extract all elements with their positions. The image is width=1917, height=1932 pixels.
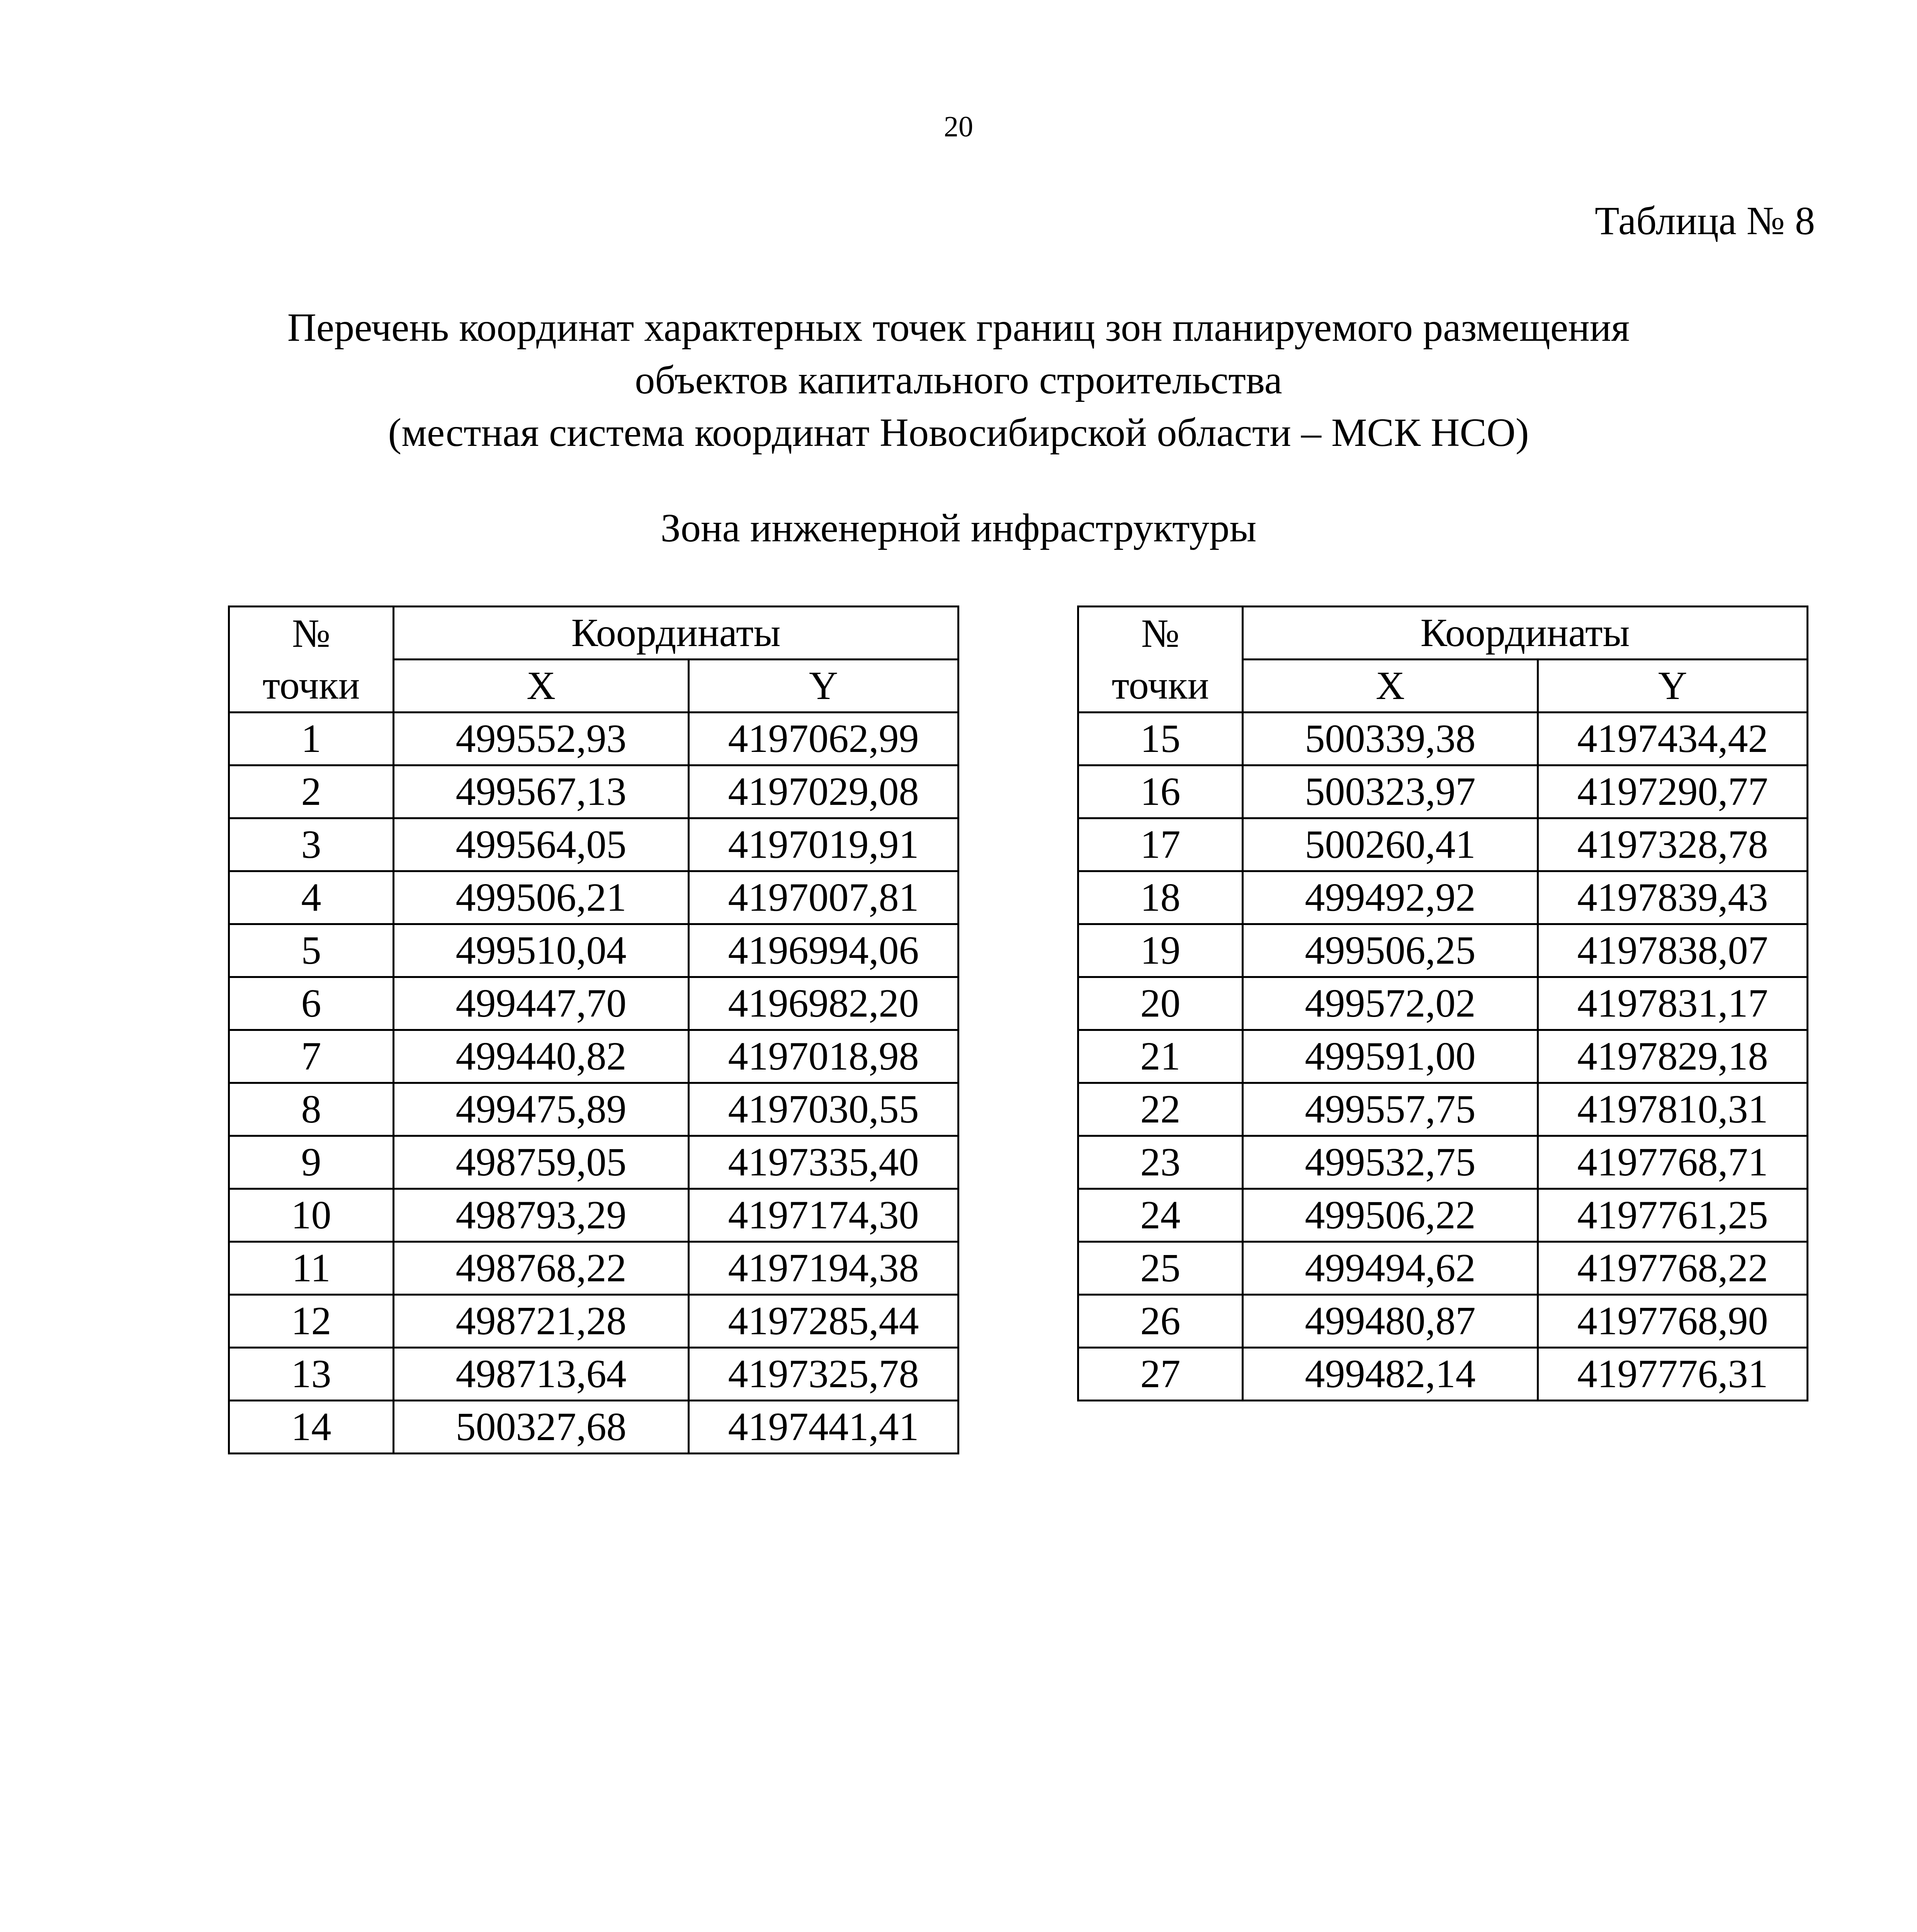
table-row xyxy=(1078,871,1808,924)
y-coordinate-cell: 4197761,25 xyxy=(1538,1189,1808,1242)
table-row xyxy=(229,977,958,1030)
point-number-cell: 9 xyxy=(229,1136,394,1189)
table-row xyxy=(1078,1030,1808,1083)
y-coordinate-cell: 4197768,90 xyxy=(1538,1295,1808,1348)
table-row xyxy=(229,713,958,765)
point-number-cell: 17 xyxy=(1078,818,1243,871)
x-coordinate-cell: 499510,04 xyxy=(394,924,689,977)
point-number-cell: 8 xyxy=(229,1083,394,1136)
coordinates-header: Координаты xyxy=(1243,607,1808,660)
y-coordinate-cell: 4197829,18 xyxy=(1538,1030,1808,1083)
y-header: Y xyxy=(1538,660,1808,713)
y-coordinate-cell: 4197768,22 xyxy=(1538,1242,1808,1295)
coordinates-table-left xyxy=(228,605,959,1454)
x-coordinate-cell: 499482,14 xyxy=(1243,1348,1538,1401)
point-number-cell: 27 xyxy=(1078,1348,1243,1401)
table-row xyxy=(1078,1295,1808,1348)
table-row xyxy=(229,1083,958,1136)
point-number-cell: 19 xyxy=(1078,924,1243,977)
table-row xyxy=(1078,818,1808,871)
zone-title: Зона инженерной инфраструктуры xyxy=(660,506,1257,550)
y-coordinate-cell: 4196982,20 xyxy=(689,977,958,1030)
point-number-cell: 20 xyxy=(1078,977,1243,1030)
table-row xyxy=(229,1348,958,1401)
table-row xyxy=(1078,924,1808,977)
point-number-cell: 12 xyxy=(229,1295,394,1348)
coordinates-header: Координаты xyxy=(394,607,958,660)
table-row xyxy=(1078,1083,1808,1136)
y-coordinate-cell: 4197328,78 xyxy=(1538,818,1808,871)
x-coordinate-cell: 499475,89 xyxy=(394,1083,689,1136)
y-coordinate-cell: 4197062,99 xyxy=(689,713,958,765)
number-sign: № xyxy=(292,611,331,656)
point-number-cell: 22 xyxy=(1078,1083,1243,1136)
point-number-cell: 13 xyxy=(229,1348,394,1401)
table-row xyxy=(229,1401,958,1454)
point-number-cell: 18 xyxy=(1078,871,1243,924)
point-label: точки xyxy=(1111,663,1209,707)
table-row xyxy=(229,1295,958,1348)
header-row xyxy=(1078,607,1808,660)
y-coordinate-cell: 4197194,38 xyxy=(689,1242,958,1295)
left-table-body xyxy=(229,713,958,1454)
table-row xyxy=(1078,1136,1808,1189)
x-coordinate-cell: 498768,22 xyxy=(394,1242,689,1295)
header-row xyxy=(229,607,958,660)
point-number-cell: 11 xyxy=(229,1242,394,1295)
table-label: Таблица № 8 xyxy=(1594,199,1815,243)
x-coordinate-cell: 498713,64 xyxy=(394,1348,689,1401)
x-coordinate-cell: 499557,75 xyxy=(1243,1083,1538,1136)
y-coordinate-cell: 4197335,40 xyxy=(689,1136,958,1189)
table-row xyxy=(229,1030,958,1083)
x-coordinate-cell: 500327,68 xyxy=(394,1401,689,1454)
x-coordinate-cell: 499506,25 xyxy=(1243,924,1538,977)
x-header: X xyxy=(394,660,689,713)
point-number-cell: 7 xyxy=(229,1030,394,1083)
y-coordinate-cell: 4197810,31 xyxy=(1538,1083,1808,1136)
x-coordinate-cell: 499447,70 xyxy=(394,977,689,1030)
table-row xyxy=(229,765,958,818)
y-coordinate-cell: 4197018,98 xyxy=(689,1030,958,1083)
y-coordinate-cell: 4197831,17 xyxy=(1538,977,1808,1030)
x-coordinate-cell: 499591,00 xyxy=(1243,1030,1538,1083)
x-coordinate-cell: 499532,75 xyxy=(1243,1136,1538,1189)
table-row xyxy=(229,1189,958,1242)
right-table-body xyxy=(1078,713,1808,1401)
table-row xyxy=(229,818,958,871)
title-line-1: Перечень координат характерных точек границ зон планируемого размещения xyxy=(287,305,1630,350)
y-coordinate-cell: 4197441,41 xyxy=(689,1401,958,1454)
page-number: 20 xyxy=(944,111,973,143)
document-title xyxy=(0,301,1917,459)
point-number-cell: 16 xyxy=(1078,765,1243,818)
point-number-cell: 15 xyxy=(1078,713,1243,765)
point-number-cell: 1 xyxy=(229,713,394,765)
table-row xyxy=(229,924,958,977)
table-row xyxy=(229,1242,958,1295)
y-coordinate-cell: 4197174,30 xyxy=(689,1189,958,1242)
title-line-3: (местная система координат Новосибирской области – МСК НСО) xyxy=(388,410,1529,455)
y-coordinate-cell: 4197290,77 xyxy=(1538,765,1808,818)
y-coordinate-cell: 4197007,81 xyxy=(689,871,958,924)
y-header: Y xyxy=(689,660,958,713)
point-number-header xyxy=(1078,607,1243,713)
table-row xyxy=(1078,977,1808,1030)
table-row xyxy=(1078,1348,1808,1401)
y-coordinate-cell: 4196994,06 xyxy=(689,924,958,977)
point-number-cell: 21 xyxy=(1078,1030,1243,1083)
x-coordinate-cell: 499506,21 xyxy=(394,871,689,924)
point-number-header xyxy=(229,607,394,713)
y-coordinate-cell: 4197776,31 xyxy=(1538,1348,1808,1401)
number-sign: № xyxy=(1141,611,1180,656)
table-row xyxy=(229,1136,958,1189)
table-row xyxy=(1078,1189,1808,1242)
x-coordinate-cell: 499567,13 xyxy=(394,765,689,818)
y-coordinate-cell: 4197434,42 xyxy=(1538,713,1808,765)
point-number-cell: 14 xyxy=(229,1401,394,1454)
x-coordinate-cell: 499492,92 xyxy=(1243,871,1538,924)
point-number-cell: 25 xyxy=(1078,1242,1243,1295)
y-coordinate-cell: 4197029,08 xyxy=(689,765,958,818)
x-coordinate-cell: 498759,05 xyxy=(394,1136,689,1189)
table-row xyxy=(1078,713,1808,765)
x-coordinate-cell: 499572,02 xyxy=(1243,977,1538,1030)
point-number-cell: 5 xyxy=(229,924,394,977)
x-coordinate-cell: 499480,87 xyxy=(1243,1295,1538,1348)
x-coordinate-cell: 500323,97 xyxy=(1243,765,1538,818)
x-coordinate-cell: 499440,82 xyxy=(394,1030,689,1083)
point-number-cell: 6 xyxy=(229,977,394,1030)
point-number-cell: 26 xyxy=(1078,1295,1243,1348)
title-line-2: объектов капитального строительства xyxy=(635,358,1282,402)
point-number-cell: 2 xyxy=(229,765,394,818)
x-header: X xyxy=(1243,660,1538,713)
x-coordinate-cell: 500339,38 xyxy=(1243,713,1538,765)
y-coordinate-cell: 4197839,43 xyxy=(1538,871,1808,924)
point-number-cell: 4 xyxy=(229,871,394,924)
point-label: точки xyxy=(262,663,360,707)
y-coordinate-cell: 4197325,78 xyxy=(689,1348,958,1401)
coordinates-table-right xyxy=(1077,605,1808,1401)
x-coordinate-cell: 500260,41 xyxy=(1243,818,1538,871)
x-coordinate-cell: 498793,29 xyxy=(394,1189,689,1242)
y-coordinate-cell: 4197768,71 xyxy=(1538,1136,1808,1189)
y-coordinate-cell: 4197019,91 xyxy=(689,818,958,871)
point-number-cell: 23 xyxy=(1078,1136,1243,1189)
point-number-cell: 24 xyxy=(1078,1189,1243,1242)
table-row xyxy=(1078,1242,1808,1295)
table-row xyxy=(229,871,958,924)
x-coordinate-cell: 499552,93 xyxy=(394,713,689,765)
x-coordinate-cell: 499494,62 xyxy=(1243,1242,1538,1295)
y-coordinate-cell: 4197030,55 xyxy=(689,1083,958,1136)
x-coordinate-cell: 498721,28 xyxy=(394,1295,689,1348)
point-number-cell: 3 xyxy=(229,818,394,871)
y-coordinate-cell: 4197838,07 xyxy=(1538,924,1808,977)
x-coordinate-cell: 499506,22 xyxy=(1243,1189,1538,1242)
table-row xyxy=(1078,765,1808,818)
x-coordinate-cell: 499564,05 xyxy=(394,818,689,871)
point-number-cell: 10 xyxy=(229,1189,394,1242)
y-coordinate-cell: 4197285,44 xyxy=(689,1295,958,1348)
